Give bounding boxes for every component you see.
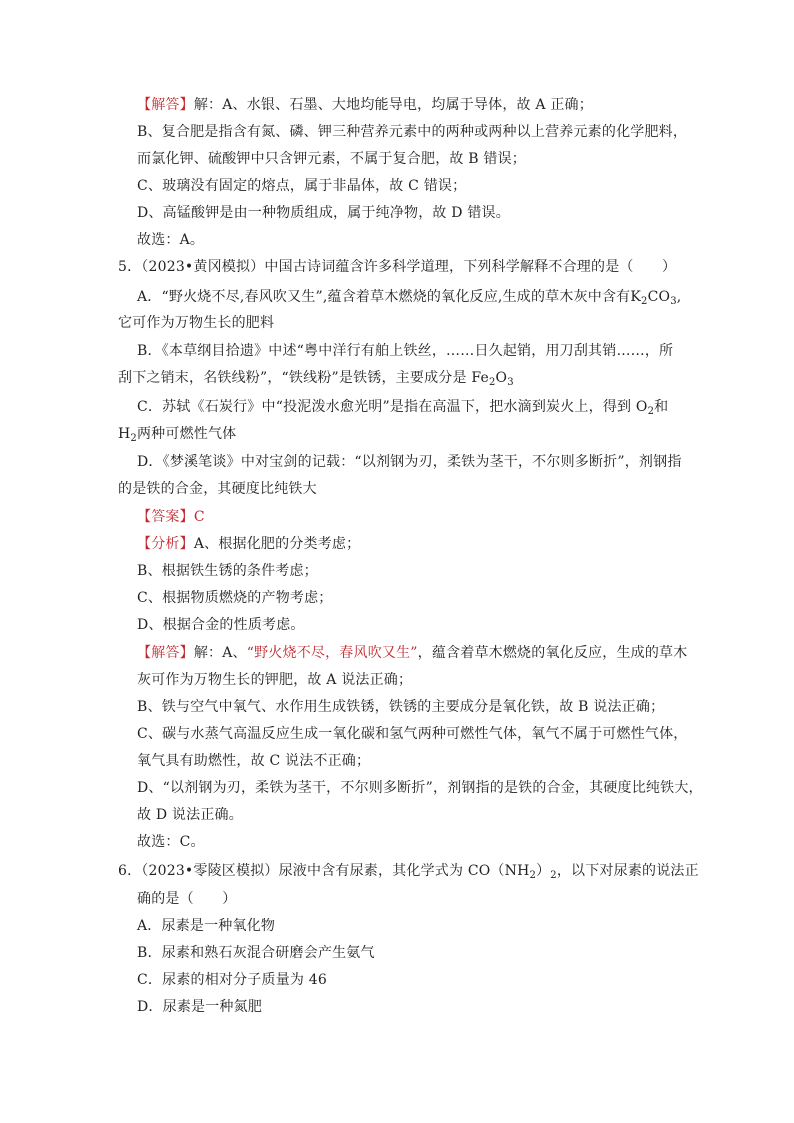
fenxi-tag: 【分析】 [137,536,194,552]
q5-option-d1: D．《梦溪笔谈》中对宝剑的记载：“以剂钢为刃，柔铁为茎干，不尔则多断折”，剂钢指 [137,454,682,470]
q5-option-b1: B．《本草纲目拾遗》中述“粤中洋行有舶上铁丝，……日久起销，用刀刮其销……，所 [137,343,674,359]
q5-fenxi-c: C、根据物质燃烧的产物考虑； [137,590,333,606]
jieda-tag: 【解答】 [137,97,194,113]
q5-jieda-a2: 灰可作为万物生长的钾肥，故 A 说法正确； [137,672,413,688]
q5-option-d2: 的是铁的合金，其硬度比纯铁大 [118,481,317,497]
q5-fenxi-line: 【分析】A、根据化肥的分类考虑； [137,536,361,552]
q5-stem: 5．（2023•黄冈模拟）中国古诗词蕴含许多科学道理，下列科学解释不合理的是（ ） [118,259,677,275]
q5-option-c2: $H_2$两种可燃性气体 [118,426,237,444]
q6-stem2: 确的是（ ） [137,891,237,907]
q5-option-a1: A．“野火烧不尽,春风吹又生”,蕴含着草木燃烧的氧化反应,生成的草木灰中含有$K_2CO_3$, [137,289,682,307]
answer-tag: 【答案】 [137,509,194,525]
q4-jieda-a: 解：A、水银、石墨、大地均能导电，均属于导体，故 A 正确； [193,97,593,113]
q6-option-b: B．尿素和熟石灰混合研磨会产生氨气 [137,945,375,961]
q5-answer-line [137,507,205,527]
jieda-tag: 【解答】 [137,645,194,661]
q5-choose: 故选：C。 [137,834,205,850]
q5-option-a2: 它可作为万物生长的肥料 [118,315,275,331]
q4-jieda-b1: B、复合肥是指含有氮、磷、钾三种营养元素中的两种或两种以上营养元素的化学肥料， [137,124,688,140]
q5-fenxi-d: D、根据合金的性质考虑。 [137,617,305,633]
q4-jieda-b2: 而氯化钾、硫酸钾中只含钾元素，不属于复合肥，故 B 错误； [137,151,526,167]
q5-jieda-d1: D、“以剂钢为刃，柔铁为茎干，不尔则多断折”，剂钢指的是铁的合金，其硬度比纯铁大， [137,780,703,796]
q5-jieda-c1: C、碳与水蒸气高温反应生成一氧化碳和氢气两种可燃性气体，氧气不属于可燃性气体， [137,726,688,742]
q6-option-a: A．尿素是一种氧化物 [137,918,276,934]
q6-option-c: C．尿素的相对分子质量为 46 [137,972,327,988]
q5-jieda-line: 【解答】解：A、“野火烧不尽，春风吹又生”，蕴含着草木燃烧的氧化反应，生成的草木 [137,645,688,661]
q5-jieda-c2: 氧气具有助燃性，故 C 说法不正确； [137,753,371,769]
q4-jieda-line [137,95,593,115]
answer-value: C [193,509,205,525]
poem-quote: “野火烧不尽，春风吹又生” [246,645,418,661]
q6-option-d: D．尿素是一种氮肥 [137,999,263,1015]
q5-jieda-b: B、铁与空气中氧气、水作用生成铁锈，铁锈的主要成分是氧化铁，故 B 说法正确； [137,699,665,715]
q5-option-b2: 刮下之销末，名铁线粉”，“铁线粉”是铁锈，主要成分是 $Fe_2O_3$ [118,370,514,388]
q4-choose: 故选：A。 [137,232,205,248]
q6-stem1: 6．（2023•零陵区模拟）尿液中含有尿素，其化学式为 $CO(NH_2)_2$，以下对尿素的说法正 [118,863,699,881]
q5-jieda-d2: 故 D 说法正确。 [137,807,243,823]
q4-jieda-c: C、玻璃没有固定的熔点，属于非晶体，故 C 错误； [137,178,467,194]
q5-option-c1: C．苏轼《石炭行》中“投泥泼水愈光明”是指在高温下，把水滴到炭火上，得到 $O_2$和 [137,399,669,417]
q5-fenxi-b: B、根据铁生锈的条件考虑； [137,563,318,579]
q4-jieda-d: D、高锰酸钾是由一种物质组成，属于纯净物，故 D 错误。 [137,205,510,221]
